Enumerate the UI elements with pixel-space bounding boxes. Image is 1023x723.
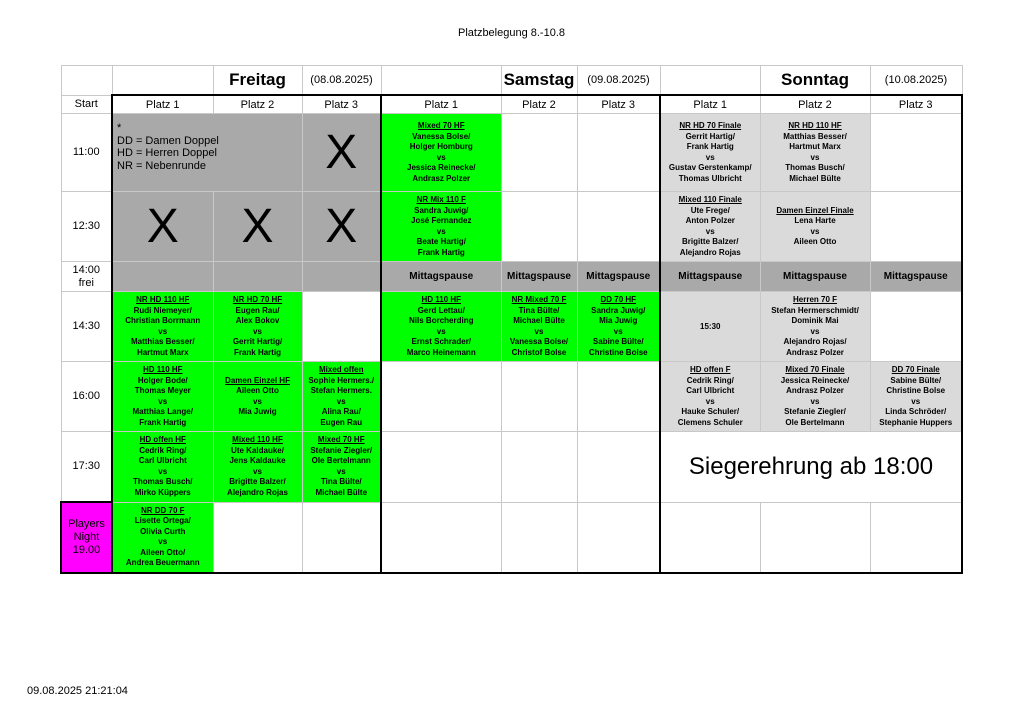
day-header-row [61,66,962,96]
corner-cell [61,66,112,96]
court-header: Platz 3 [302,95,381,114]
match-cell [213,432,302,503]
match-player-line: Beate Hartig/ [416,237,466,246]
court-header: Platz 2 [760,95,870,114]
match-player-line: Carl Ulbricht [686,386,735,395]
match-cell [660,362,760,432]
match-player-line: vs [336,466,346,476]
match-player-line: Sabine Bülte/ [592,337,644,346]
match-player-line: Stefan Hermerschmidt/ [771,305,859,315]
match-title: HD 110 HF [421,295,462,304]
empty-cell [501,114,577,192]
blocked-mark: X [213,192,302,262]
match-cell [760,292,870,362]
match-player-line: vs [705,396,715,406]
lunch-break: Mittagspause [501,262,577,292]
match-player-line: Stefanie Ziegler/ [784,407,846,416]
blocked-mark: X [302,114,381,192]
time-label-line: Night [73,531,100,543]
match-player-line: vs [253,466,262,476]
empty-cell [577,502,660,573]
match-player-line: Christof Bolse [511,347,567,357]
match-player-line: Michael Bülte [315,487,368,497]
time-label: 16:00 [61,362,112,432]
match-cell [577,292,660,362]
day-name-friday: Freitag [213,66,302,96]
court-header: Platz 1 [381,95,501,114]
match-player-line: Hartmut Marx [136,347,189,357]
match-player-line: vs [253,326,262,336]
match-title: HD offen F [690,365,731,374]
match-player-line: Frank Hartig [139,417,187,427]
match-player-line: Mia Juwig [599,316,638,325]
match-player-line: Alejandro Rojas [227,487,288,497]
blocked-mark: X [112,192,213,262]
time-row-players-night [61,502,962,573]
empty-cell [577,362,660,432]
court-header: Platz 1 [112,95,213,114]
empty-cell [870,502,962,573]
blocked-mark: X [302,192,381,262]
match-player-line: Cedrik Ring/ [139,445,187,455]
empty-cell [577,192,660,262]
match-player-line: Ernst Schrader/ [411,337,472,346]
blocked-cell [302,262,381,292]
match-cell [381,192,501,262]
empty-cell [577,114,660,192]
match-player-line: Gerrit Hartig/ [685,131,735,141]
time-label-line: 14:00 [72,263,101,276]
match-player-line: Michael Bülte [513,316,565,325]
match-player-line: vs [436,326,446,336]
match-player-line: Mirko Küppers [134,487,191,497]
match-player-line: Aileen Otto [236,386,279,395]
match-player-line: Alejandro Rojas/ [783,337,847,346]
empty-cell [302,292,381,362]
match-player-line: Tina Bülte/ [518,305,560,315]
empty-cell [660,502,760,573]
match-cell [660,114,760,192]
empty-cell [870,114,962,192]
court-header: Platz 1 [660,95,760,114]
match-title: Damen Einzel Finale [776,205,854,215]
match-player-line: Sophie Hermers./ [308,375,375,385]
match-title: Herren 70 F [792,295,838,304]
match-player-line: Olivia Curth [140,526,186,536]
match-player-line: Sabine Bülte/ [890,375,942,385]
match-player-line: vs [158,537,168,547]
empty-cell [760,502,870,573]
match-player-line: Eugen Rau [320,417,363,427]
legend-line: HD = Herren Doppel [117,147,217,159]
lunch-break: Mittagspause [760,262,870,292]
match-cell [302,432,381,503]
time-note: 15:30 [660,292,760,362]
legend-line: NR = Nebenrunde [117,159,206,172]
match-player-line: Anton Polzer [685,216,735,225]
empty-cell [501,192,577,262]
players-night-label [61,502,112,573]
empty-cell [381,66,501,96]
match-cell [760,114,870,192]
match-player-line: Holger Bode/ [137,375,188,385]
schedule-table [60,65,963,574]
time-label-line: frei [78,276,94,289]
match-player-line: Jens Kaldauke [229,456,286,466]
match-player-line: vs [534,326,544,336]
match-player-line: vs [436,226,446,236]
match-cell [381,114,501,192]
match-player-line: Aileen Otto/ [140,547,186,557]
match-player-line: Frank Hartig [233,347,282,357]
match-title: Mixed 70 HF [317,435,365,445]
match-player-line: Sandra Juwig/ [591,305,646,315]
match-player-line: Vanessa Bolse/ [509,337,569,346]
match-player-line: Thomas Ulbricht [678,173,742,183]
time-label: 11:00 [61,114,112,192]
time-row-1600 [61,362,962,432]
match-player-line: Lisette Ortega/ [134,516,191,526]
match-player-line: Andrasz Polzer [412,173,471,183]
legend-line: DD = Damen Doppel [117,134,219,147]
empty-cell [501,502,577,573]
match-player-line: Brigitte Balzer/ [229,477,286,487]
match-player-line: Thomas Busch/ [785,163,845,172]
match-player-line: Ute Kaldauke/ [231,445,284,455]
match-cell [213,362,302,432]
match-player-line: vs [810,152,820,162]
match-player-line: Linda Schröder/ [885,407,947,416]
match-title: Mixed 110 Finale [678,195,742,204]
match-player-line: Michael Bülte [789,173,841,183]
empty-cell [870,192,962,262]
match-player-line: vs [158,466,168,476]
match-title: Mixed offen [319,365,364,374]
match-player-line: Stefan Hermers. [310,386,372,395]
day-name-sunday: Sonntag [760,66,870,96]
court-header: Platz 3 [577,95,660,114]
empty-cell [381,432,501,503]
match-player-line: Eugen Rau/ [235,305,280,315]
match-player-line: Vanessa Bolse/ [412,131,471,141]
match-player-line: Gerd Lettau/ [417,305,465,315]
time-label-line: Players [68,518,105,530]
match-title: NR HD 70 Finale [679,121,742,130]
match-player-line: Matthias Besser/ [783,131,847,141]
court-header: Platz 2 [213,95,302,114]
day-date-sunday: (10.08.2025) [870,66,962,96]
match-player-line: Christine Bolse [886,386,946,395]
match-player-line: Sandra Juwig/ [414,205,469,215]
match-player-line: Gerrit Hartig/ [232,337,283,346]
match-player-line: vs [253,396,262,406]
match-title: HD 110 HF [142,365,183,374]
time-row-1430 [61,292,962,362]
match-player-line: vs [911,396,921,406]
match-player-line: vs [158,326,168,336]
time-label [61,262,112,292]
match-player-line: Brigitte Balzer/ [682,237,739,246]
day-date-friday: (08.08.2025) [302,66,381,96]
empty-cell [112,66,213,96]
match-player-line: Dominik Mai [791,316,839,325]
match-player-line: José Fernandez [411,216,472,225]
lunch-break: Mittagspause [870,262,962,292]
match-player-line: Ute Frege/ [690,205,730,215]
match-player-line: Jessica Reinecke/ [407,163,476,172]
match-player-line: Thomas Busch/ [132,477,193,487]
match-player-line: Marco Heinemann [406,347,476,357]
day-date-saturday: (09.08.2025) [577,66,660,96]
match-player-line: Rudi Niemeyer/ [133,305,192,315]
match-player-line: Mia Juwig [238,407,277,416]
court-header-row [61,95,962,114]
match-player-line: Hartmut Marx [789,142,841,151]
day-name-saturday: Samstag [501,66,577,96]
match-cell [112,292,213,362]
match-player-line: Andrasz Polzer [786,347,844,357]
match-player-line: vs [705,152,715,162]
empty-cell [302,502,381,573]
empty-cell [870,292,962,362]
match-cell [112,502,213,573]
match-player-line: Alina Rau/ [321,407,361,416]
match-player-line: Frank Hartig [417,247,465,257]
match-player-line: Alex Bokov [235,316,280,325]
match-title: DD 70 Finale [891,365,940,374]
match-title: Mixed 110 HF [232,435,283,445]
time-label: 12:30 [61,192,112,262]
start-header: Start [61,95,112,114]
match-title: NR HD 70 HF [232,295,283,304]
match-player-line: Stefanie Ziegler/ [310,445,373,455]
match-player-line: vs [158,396,168,406]
match-cell [213,292,302,362]
match-player-line: vs [810,396,820,406]
print-timestamp: 09.08.2025 21:21:04 [27,685,128,697]
time-row-1400 [61,262,962,292]
match-cell [501,292,577,362]
match-player-line: Aileen Otto [793,237,837,246]
empty-cell [501,432,577,503]
time-label-line: 19.00 [72,544,101,556]
time-label: 17:30 [61,432,112,503]
match-player-line: Andrasz Polzer [786,386,844,395]
match-player-line: Ole Bertelmann [311,456,371,466]
lunch-break: Mittagspause [577,262,660,292]
match-title: NR Mixed 70 F [511,295,567,304]
match-player-line: Matthias Besser/ [130,337,195,346]
match-player-line: Clemens Schuler [677,417,743,427]
match-title: DD 70 HF [600,295,637,304]
match-player-line: vs [810,226,820,236]
time-row-1100 [61,114,962,192]
match-player-line: Alejandro Rojas [679,247,741,257]
match-player-line: vs [613,326,623,336]
match-title: NR DD 70 F [140,505,185,515]
match-player-line: Stephanie Huppers [879,417,953,427]
time-row-1230 [61,192,962,262]
award-ceremony: Siegerehrung ab 18:00 [660,432,962,503]
match-player-line: Matthias Lange/ [132,407,193,416]
match-player-line: Christine Bolse [588,347,648,357]
match-player-line: Andrea Beuermann [125,558,200,568]
match-title: HD offen HF [139,435,186,445]
match-player-line: Christian Borrmann [125,316,201,325]
match-player-line: Hauke Schuler/ [681,407,740,416]
match-cell [870,362,962,432]
match-title: NR HD 110 HF [136,295,190,304]
match-player-line: Ole Bertelmann [785,417,845,427]
match-player-line: Frank Hartig [686,142,734,151]
lunch-break: Mittagspause [381,262,501,292]
match-player-line: vs [810,326,820,336]
match-title: Mixed 70 Finale [785,365,845,374]
match-player-line: Thomas Meyer [134,386,191,395]
court-header: Platz 2 [501,95,577,114]
blocked-cell [213,262,302,292]
match-cell [112,362,213,432]
match-player-line: Lena Harte [794,216,836,225]
match-cell [760,192,870,262]
legend-cell [112,114,302,192]
empty-cell [213,502,302,573]
match-cell [302,362,381,432]
court-header: Platz 3 [870,95,962,114]
empty-cell [660,66,760,96]
match-cell [381,292,501,362]
match-title: NR Mix 110 F [416,195,466,204]
match-player-line: vs [336,396,346,406]
match-cell [660,192,760,262]
match-title: Damen Einzel HF [225,375,290,385]
empty-cell [501,362,577,432]
legend-star: * [117,122,122,134]
match-player-line: vs [705,226,715,236]
match-player-line: Carl Ulbricht [138,456,187,466]
lunch-break: Mittagspause [660,262,760,292]
match-player-line: Jessica Reinecke/ [780,375,850,385]
match-player-line: Holger Homburg [409,142,473,151]
blocked-cell [112,262,213,292]
match-player-line: Gustav Gerstenkamp/ [668,163,752,172]
empty-cell [381,502,501,573]
match-player-line: Tina Bülte/ [320,477,362,487]
time-label: 14:30 [61,292,112,362]
match-cell [112,432,213,503]
match-player-line: Cedrik Ring/ [686,375,734,385]
time-row-1730 [61,432,962,503]
match-player-line: Nils Borcherding [409,316,474,325]
match-title: Mixed 70 HF [417,121,465,130]
match-title: NR HD 110 HF [788,121,842,130]
match-player-line: vs [436,152,446,162]
page-title: Platzbelegung 8.-10.8 [457,27,566,39]
match-cell [760,362,870,432]
empty-cell [381,362,501,432]
empty-cell [577,432,660,503]
